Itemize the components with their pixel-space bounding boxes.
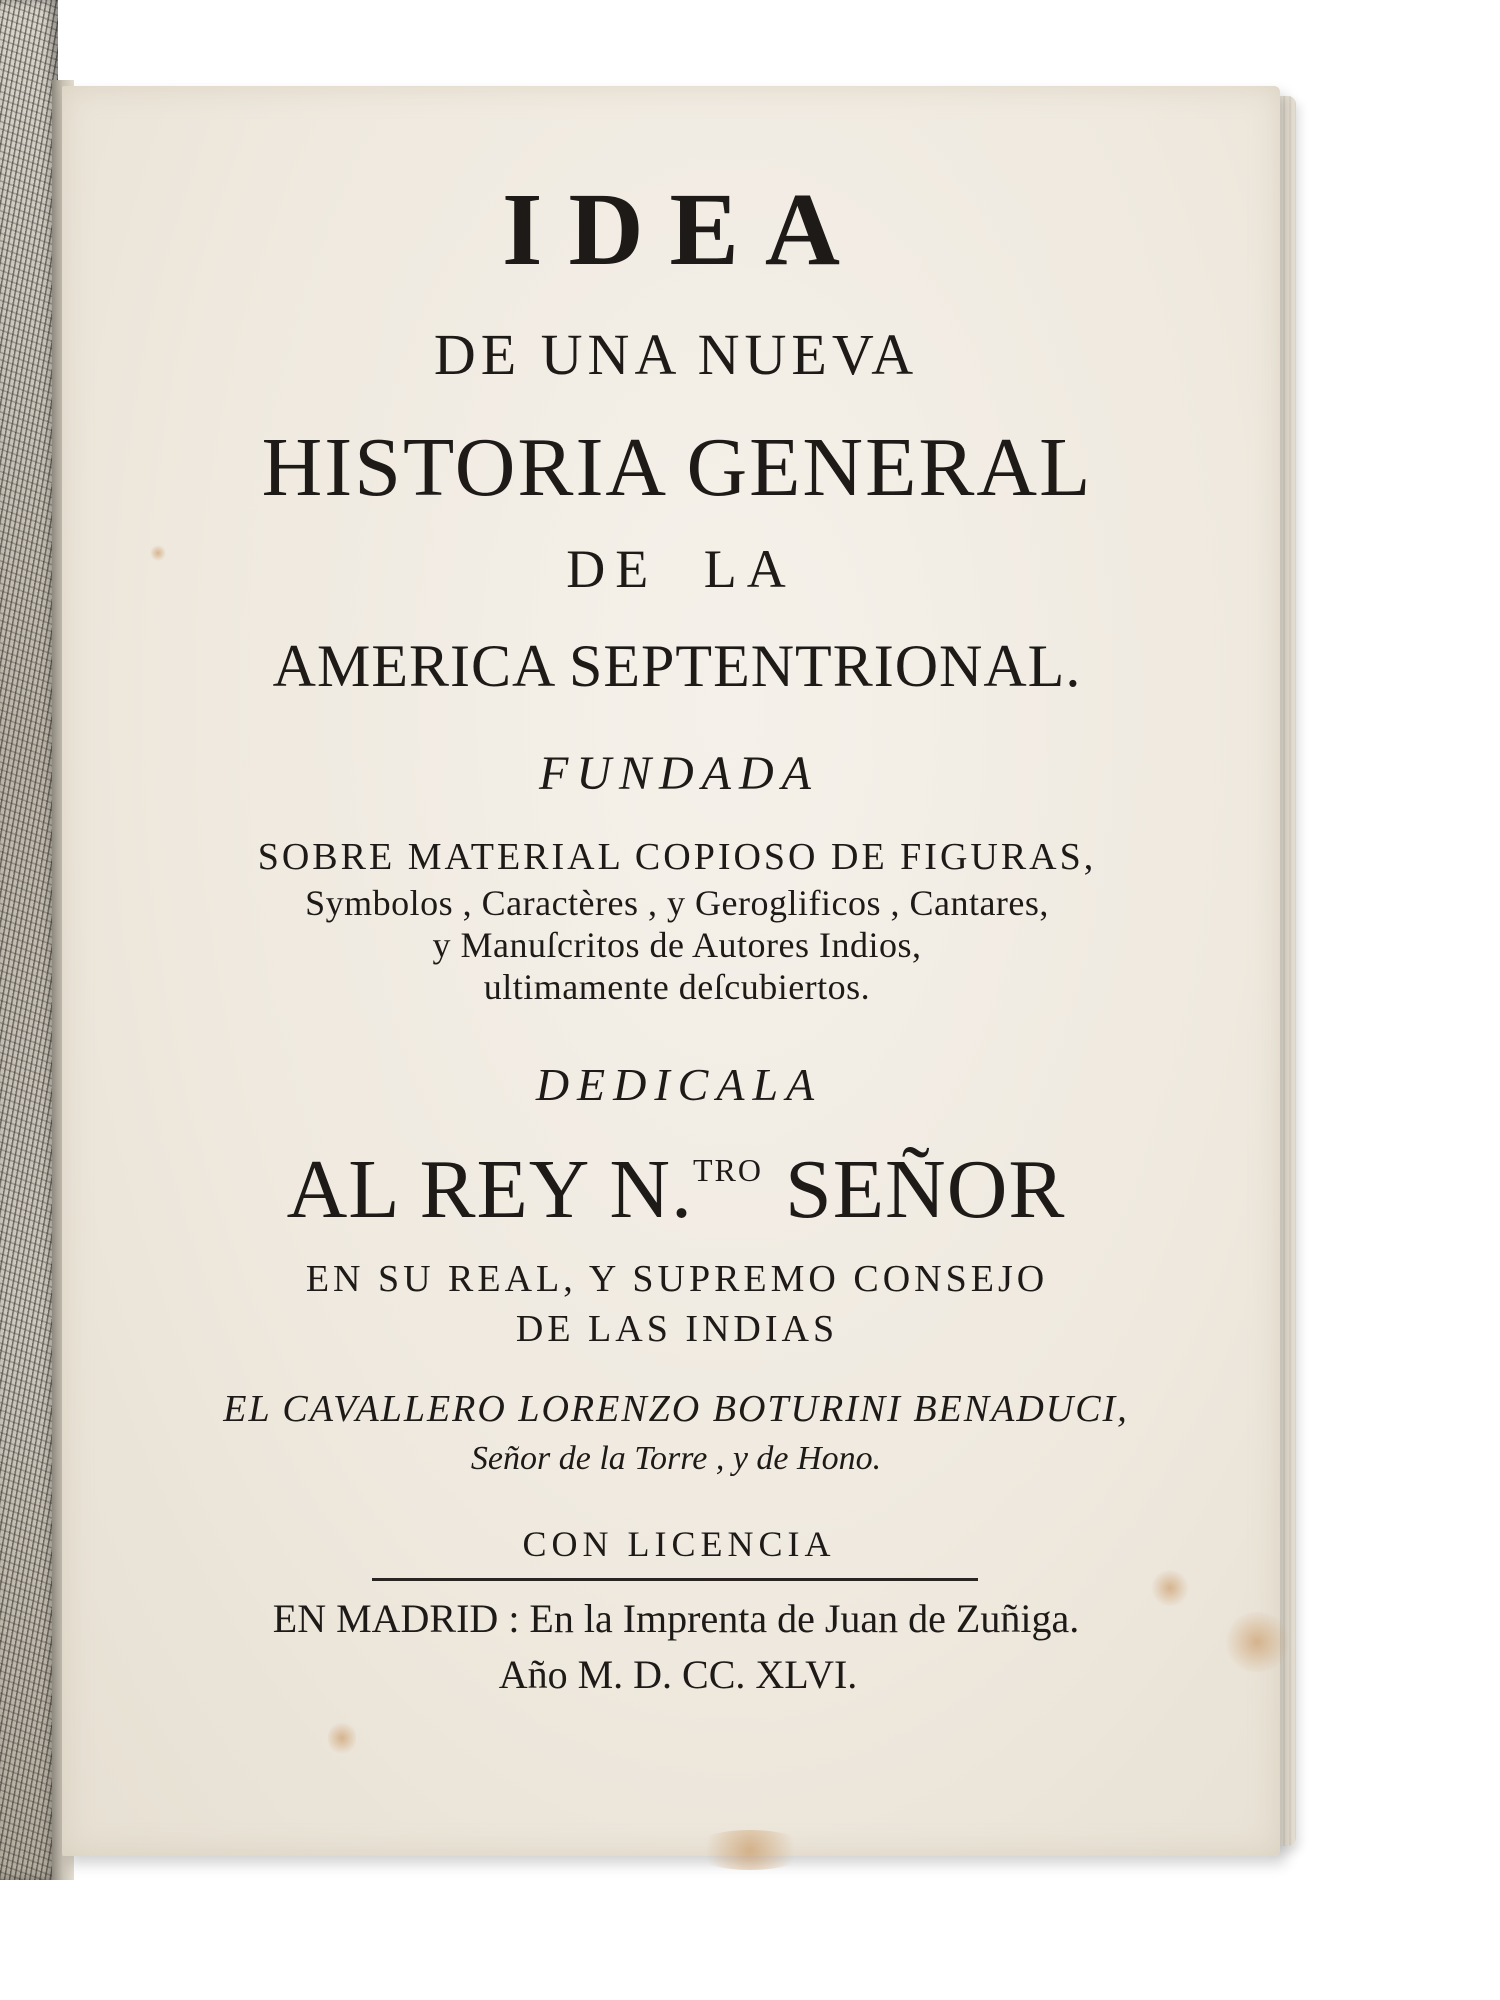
body-line: Symbolos , Caractères , y Geroglificos , Cantares, [305, 883, 1049, 923]
title-line-nueva: DE UNA NUEVA [433, 322, 919, 387]
author-title-line: Señor de la Torre , y de Hono. [470, 1440, 882, 1477]
imprint-line: EN MADRID : En la Imprenta de Juan de Zuñiga. [272, 1596, 1080, 1641]
foxing-stain [690, 1830, 810, 1870]
dedication-end: SEÑOR [763, 1143, 1066, 1236]
title-line-america: AMERICA SEPTENTRIONAL. [272, 633, 1082, 699]
licencia-line: CON LICENCIA [522, 1524, 836, 1564]
consejo-line: EN SU REAL, Y SUPREMO CONSEJO [305, 1258, 1049, 1300]
divider-rule [372, 1578, 978, 1581]
dedicala-heading: DEDICALA [535, 1059, 823, 1110]
body-line: ultimamente deſcubiertos. [483, 967, 871, 1007]
title-line-dela: DE LA [566, 539, 796, 599]
dedication-main: AL REY N. [286, 1143, 693, 1236]
title-page-text [62, 86, 1280, 1695]
fundada-heading: FUNDADA [539, 747, 819, 800]
indias-line: DE LAS INDIAS [515, 1308, 839, 1350]
foxing-stain [328, 1720, 356, 1756]
engraved-frontispiece [0, 0, 58, 1880]
main-title: IDEA [501, 172, 867, 287]
body-line: y Manuſcritos de Autores Indios, [432, 925, 922, 965]
dedication-superscript: TRO [693, 1152, 763, 1188]
sobre-line: SOBRE MATERIAL COPIOSO DE FIGURAS, [257, 836, 1097, 878]
title-line-historia: HISTORIA GENERAL [261, 421, 1093, 514]
author-line: EL CAVALLERO LORENZO BOTURINI BENADUCI, [223, 1388, 1129, 1430]
dedication-line [62, 1143, 1280, 1236]
imprint-year: Año M. D. CC. XLVI. [498, 1652, 858, 1697]
